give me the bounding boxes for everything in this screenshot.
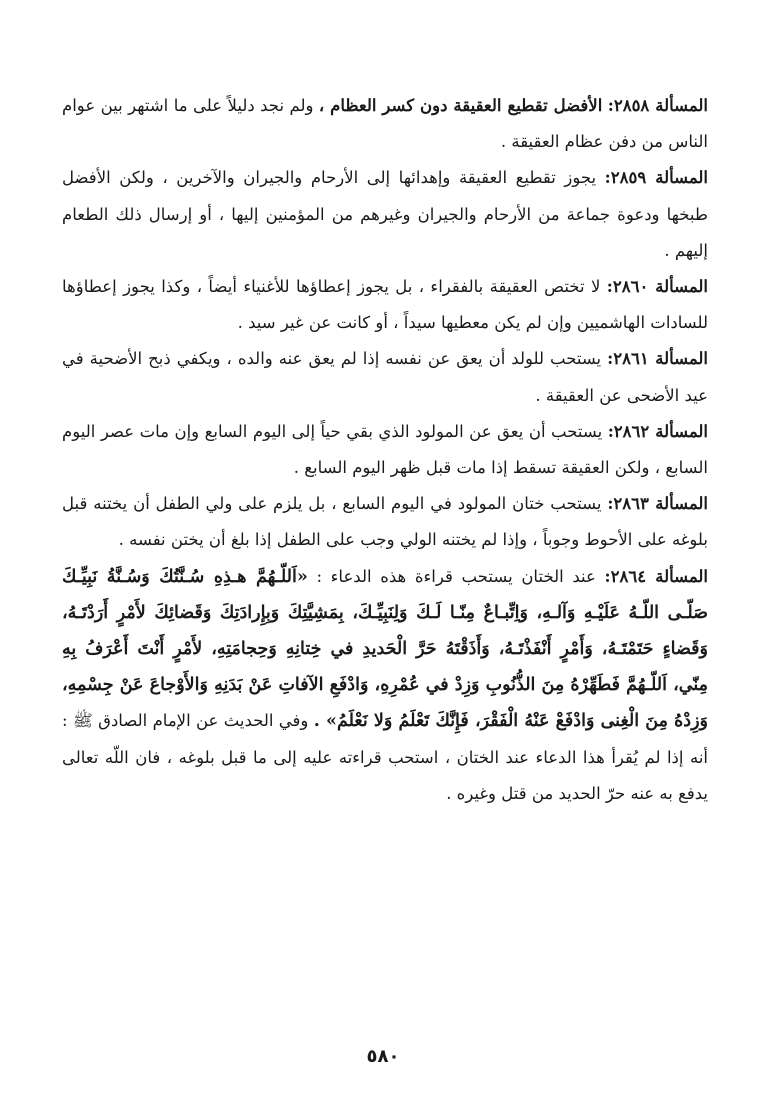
issue-label: المسألة ٢٨٦٠: — [606, 277, 709, 297]
issue-label: المسألة ٢٨٥٨: — [607, 96, 709, 115]
issue-2862 — [62, 414, 708, 486]
issue-label: المسألة ٢٨٦٢: — [607, 421, 709, 441]
document-body — [62, 88, 708, 812]
issue-text: يستحب ختان المولود في اليوم السابع ، بل يلزم على ولي الطفل أن يختنه قبل بلوغه على الأحوط وجوباً ، وإذا لم يختنه الولي وجب على الطفل إذا بلغ أن يختن نفسه . — [62, 494, 708, 550]
issue-intro: عند الختان يستحب قراءة هذه الدعاء : — [316, 566, 596, 586]
issue-2858 — [62, 88, 708, 160]
issue-2860 — [62, 269, 708, 341]
circumcision-prayer: «اَللّـهُمَّ هـذِهِ سُـنَّتُكَ وَسُـنَّةُ نَبِيِّـكَ صَلّـى اللّـهُ عَلَيْـهِ وَآلـهِ، وَاِتِّبـاعٌ مِنّـا لَـكَ وَلِنَبِيِّـكَ، بِمَشِيَّتِكَ وَبِإِرادَتِكَ وَقَضائِكَ لأَمْرٍ أَرَدْتَـهُ، وَقَضاءٍ حَتَمْتَـهُ، وَأَمْرٍ أَنْفَذْتَـهُ، وَأَذَقْتَهُ حَرَّ الْحَديدِ في خِتانِهِ وَحِجامَتِهِ، لأَمْرٍ أَنْتَ أَعْرَفُ بِهِ مِنّي، اَللّـهُمَّ فَطَهِّرْهُ مِنَ الذُّنُوبِ وَزِدْ في عُمْرِهِ، وَادْفَعِ الآفاتِ عَنْ بَدَنِهِ وَالأَوْجاعَ عَنْ جِسْمِهِ، وَزِدْهُ مِنَ الْغِنى وَادْفَعْ عَنْهُ الْفَقْرَ، فَإِنَّكَ تَعْلَمُ وَلا نَعْلَمُ» . — [62, 566, 708, 732]
issue-text: ولم نجد دليلاً على ما اشتهر بين عوام الناس من دفن عظام العقيقة . — [62, 96, 708, 152]
issue-2861 — [62, 341, 708, 413]
issue-text: لا تختص العقيقة بالفقراء ، بل يجوز إعطاؤها للأغنياء أيضاً ، وكذا يجوز إعطاؤها للسادات الهاشميين وإن لم يكن معطيها سيداً ، أو كانت عن غير سيد . — [62, 277, 708, 333]
page-number: ٥٨٠ — [366, 1046, 400, 1067]
issue-tail: وفي الحديث عن الإمام الصادق ﷺ : أنه إذا لم يُقرأ هذا الدعاء عند الختان ، استحب قراءته عليه إلى ما قبل بلوغه ، فان اللّه تعالى يدفع به عنه حرّ الحديد من قتل وغيره . — [62, 711, 708, 803]
issue-label: المسألة ٢٨٦٣: — [607, 494, 709, 514]
issue-label: المسألة ٢٨٥٩: — [604, 168, 708, 188]
issue-text: يستحب للولد أن يعق عن نفسه إذا لم يعق عنه والده ، ويكفي ذبح الأضحية في عيد الأضحى عن العقيقة . — [62, 349, 708, 405]
issue-bold-text: الأفضل تقطيع العقيقة دون كسر العظام ، — [318, 96, 603, 115]
issue-label: المسألة ٢٨٦١: — [607, 349, 709, 369]
issue-2863 — [62, 486, 708, 558]
issue-label: المسألة ٢٨٦٤: — [604, 566, 708, 586]
issue-2859 — [62, 160, 708, 269]
issue-text: يجوز تقطيع العقيقة وإهدائها إلى الأرحام والجيران والآخرين ، ولكن الأفضل طبخها ودعوة جماعة من الأرحام والجيران وغيرهم من المؤمنين إليها ، أو إرسال ذلك الطعام إليهم . — [62, 168, 708, 260]
issue-text: يستحب أن يعق عن المولود الذي بقي حياً إلى اليوم السابع وإن مات عصر اليوم السابع ، ولكن العقيقة تسقط إذا مات قبل ظهر اليوم السابع . — [62, 421, 708, 478]
issue-2864 — [62, 559, 708, 812]
